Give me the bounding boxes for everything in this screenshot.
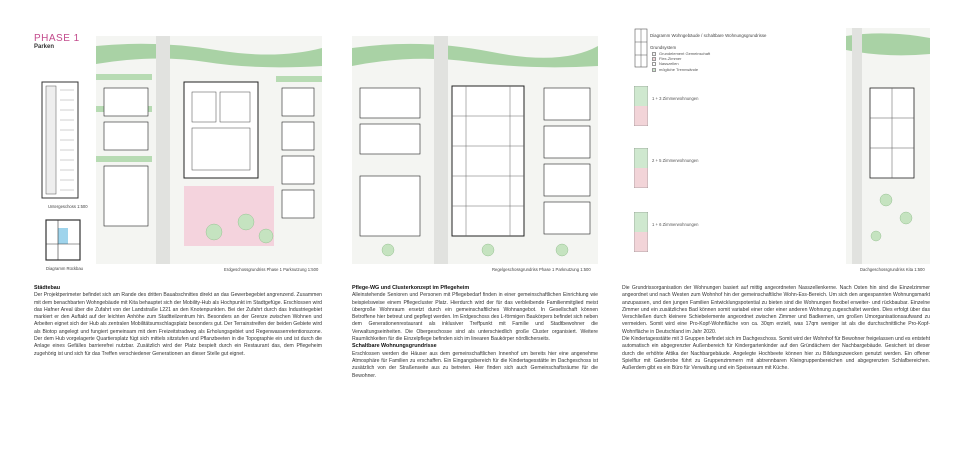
roof-floor-caption: Dachgeschossgrundriss Kita 1:500 xyxy=(860,267,925,272)
heading-staedtebau: Städtebau xyxy=(34,285,61,291)
diagram-title: Diagramm Wohngebäude / schaltbare Wohnungsgrundrisse xyxy=(650,33,767,38)
regular-floor-plan xyxy=(352,36,598,264)
unit-diagram-1 xyxy=(634,86,648,126)
legend-item: Grundelement Gemeinschaft xyxy=(652,51,710,56)
roof-floor-plan xyxy=(846,28,930,264)
phase-title: PHASE 1 xyxy=(34,33,80,44)
phase-subtitle: Parken xyxy=(34,44,55,50)
unit-label-3: 1 + 6 Zimmerwohnungen xyxy=(652,222,699,227)
paragraph-kita: Die Kindertagesstätte mit 3 Gruppen befindet sich im Dachgeschoss. Somit wird der Wohnhof für Bewohner freigelassen und es entsteht automatisch ein abgegrenzter Außenbereich für Kindergartenkinder auf den Gründächern der Nachbargebäude. Gesichert ist dieser durch die erhöhte Attika der Nachbargebäude. Angelegte Hochbeete können hier zu Bildungszwecken genutzt werden. Ein offener Spielflur mit Garderobe führt zu Gruppenzimmern mit abtrennbaren Kleingruppenbereichen und abgegrenzten Schlafbereichen. Außerdem gibt es ein Büro für Verwaltung und ein Speiseraum mit Küche. xyxy=(622,336,930,372)
basement-caption: Untergeschoss 1:500 xyxy=(48,204,88,209)
paragraph-grundriss: Die Grundrissorganisation der Wohnungen basiert auf mittig angeordneten Nasszellenkerne. Nach Osten hin sind die Einzelzimmer angeordnet und nach Westen zum Wohnhof hin der gemeinschaftliche Wohn-Ess-Bereich. Um sich den angespannten Wohnungsmarkt anzupassen, und den jungen Familien Entwicklungspotential zu bieten sind die Wohnungen flexibel erweiter- und rückbaubar. Einzelne Zimmer und ein zusätzliches Bad können somit variabel einer oder einer anderen Wohnung zugeschaltet werden. Dies erfolgt über das Verschließen durch kleinere Schiebelemente angeordnet zwischen Zimmer und Badkernen, um großen Umorganisationsaufwand zu vermeiden. Somit wird eine Pro-Kopf-Wohnfläche von ca. 30qm erzielt, was 17qm weniger ist als die durchschnittliche Pro-Kopf-Wohnfläche in Deutschland im Jahr 2020. xyxy=(622,285,930,335)
text-column-2 xyxy=(352,285,598,380)
legend-list xyxy=(652,51,710,72)
diagram-key-plan xyxy=(634,28,648,68)
paragraph-staedtebau: Der Projektperimeter befindet sich am Rande des dritten Bauabschnittes direkt an das Gewerbegebiet angrenzend. Zusammen mit dem benachbarten Wohngebäude mit Kita behauptet sich der Mobility-Hub als Hochpunkt im Stadtgefüge. Erschlossen wird das Hafner Areal über die Zufahrt von der Landstraße L221 an den Knotenpunkten. Bei der Zufahrt durch das Industriegebiet markiert er den Auftakt auf der leichten Anhöhe zum Stadtteilzentrum hin. Besonders an der Grenze zwischen Wohnen und Arbeiten eignet sich der Hub als zentralen Mobilitätsumschlagsplatz besonders gut. Der Terrainstreifen der beiden Gebiete wird als Biotop angelegt und fungiert gemeinsam mit dem Freizeitstradweg als Erholungsgebiet und Regenwasserretentionszone. Der dem Hub vorgelagerte Quartiersplatz fügt sich mittels sitzstufen und Pflanzbeeten in die Topographie ein und ist durch die Anlage eines Gefälles barrierefrei nutzbar. Zusätzlich wird der Platz bespielt durch ein Restaurant das, dem Pflegeheim zugehörig ist und sich für das Treffen verschiedener Generationen an dieser Stelle gut eignet. xyxy=(34,292,322,357)
legend-item: mögliche Trennwände xyxy=(652,67,710,72)
legend-item: Flex-Zimmer xyxy=(652,56,710,61)
ground-floor-plan xyxy=(96,36,322,264)
heading-schaltbar: Schaltbare Wohnungsgrundrisse xyxy=(352,343,437,350)
paragraph-pflege: Alleinstehende Senioren und Personen mit Pflegebedarf finden in einer gemeinschaftlichen Einrichtung wie beispielsweise einem Pflegecluster Platz. Hierdurch wird der für das verbleibende Familienmitglied meist übergroße Wohnraum ersetzt durch ein gemeinschaftliches Wohnangebot. In Gesellschaft können Betroffene hier betreut und gepflegt werden. Im Erdgeschoss des L-förmigen Baukörpers befindet sich neben dem Generationenrestaurant als inklusiver Treffpunkt mit Familie und Stadtbewohner die Verwaltungseinheiten. Die Obergeschosse sind als unterschiedlich große Cluster organisiert. Weitere Raumlichkeiten für die Einzelpflege befinden sich im linearen Baukörper nördlicherseits. xyxy=(352,292,598,343)
text-column-1 xyxy=(34,285,322,358)
regular-floor-caption: Regelgeschossgrundriss Phase 1 Parknutzung 1:500 xyxy=(492,267,591,272)
rueckbau-diagram xyxy=(44,218,82,262)
unit-diagram-2 xyxy=(634,148,648,188)
legend-heading: Grundsystem xyxy=(650,45,677,50)
ground-floor-caption: Erdgeschossgrundriss Phase 1 Parknutzung 1:500 xyxy=(224,267,319,272)
legend-item: Nasszellen xyxy=(652,61,710,66)
text-column-3 xyxy=(622,285,930,373)
paragraph-schaltbar: Erschlossen werden die Häuser aus dem gemeinschaftlichen Innenhof um bereits hier eine angenehme Atmosphäre für Familien zu erschaffen. Ein Eingangsbereich für die Kindertagesstätte im Dachgeschoss ist zusätzlich von der Straßenseite aus zu betreten. Hier finden sich auch Gemeinschaftsräume für die Bewohner. xyxy=(352,350,598,379)
rueckbau-caption: Diagramm Rückbau xyxy=(46,266,84,271)
heading-pflege: Pflege-WG und Clusterkonzept im Pflegeheim xyxy=(352,285,470,291)
unit-diagram-3 xyxy=(634,212,648,252)
basement-plan xyxy=(40,80,80,200)
unit-label-2: 2 + 5 Zimmerwohnungen xyxy=(652,158,699,163)
unit-label-1: 1 + 3 Zimmerwohnungen xyxy=(652,96,699,101)
